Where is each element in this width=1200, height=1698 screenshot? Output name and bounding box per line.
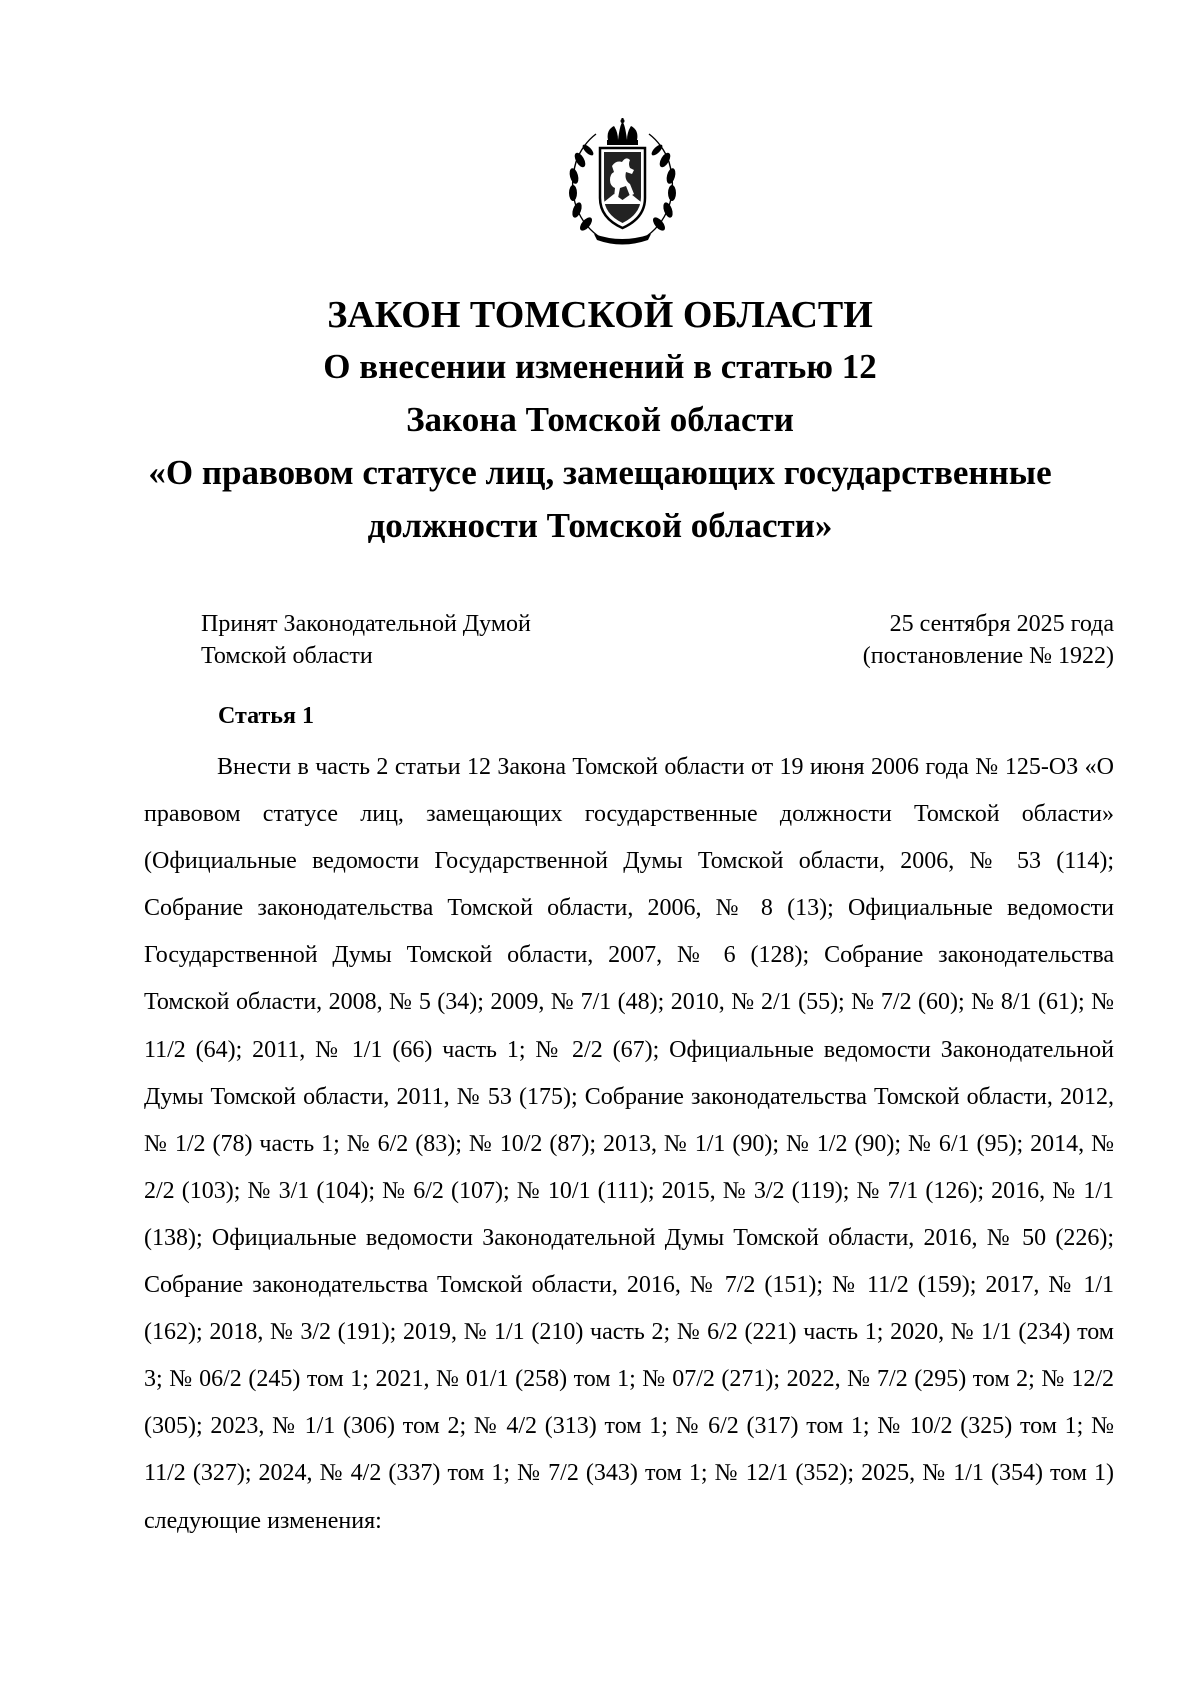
- document-subtitle-line-1: О внесении изменений в статью 12: [323, 347, 877, 386]
- document-subtitle-line-4: должности Томской области»: [367, 506, 833, 545]
- document-subtitle-line-3: «О правовом статусе лиц, замещающих государственные: [148, 453, 1052, 492]
- adoption-date: 25 сентября 2025 года: [889, 611, 1114, 637]
- coat-of-arms-icon: [560, 118, 685, 248]
- document-title-block: [0, 290, 1200, 552]
- resolution-number: (постановление № 1922): [862, 643, 1114, 669]
- adopted-by-line-2: Томской области: [201, 643, 373, 669]
- adopted-by-line-1: Принят Законодательной Думой: [201, 611, 531, 637]
- adoption-date-block: [863, 608, 1114, 672]
- article-body: Внести в часть 2 статьи 12 Закона Томской области от 19 июня 2006 года № 125-ОЗ «О правовом статусе лиц, замещающих государственные должности Томской области» (Официальные ведомости Государственной Думы Томской области, 2006, № 53 (114); Собрание законодательства Томской области, 2006, № 8 (13); Официальные ведомости Государственной Думы Томской области, 2007, № 6 (128); Собрание законодательства Томской области, 2008, № 5 (34); 2009, № 7/1 (48); 2010, № 2/1 (55); № 7/2 (60); № 8/1 (61); № 11/2 (64); 2011, № 1/1 (66) часть 1; № 2/2 (67); Официальные ведомости Законодательной Думы Томской области, 2011, № 53 (175); Собрание законодательства Томской области, 2012, № 1/2 (78) часть 1; № 6/2 (83); № 10/2 (87); 2013, № 1/1 (90); № 1/2 (90); № 6/1 (95); 2014, № 2/2 (103); № 3/1 (104); № 6/2 (107); № 10/1 (111); 2015, № 3/2 (119); № 7/1 (126); 2016, № 1/1 (138); Официальные ведомости Законодательной Думы Томской области, 2016, № 50 (226); Собрание законодательства Томской области, 2016, № 7/2 (151); № 11/2 (159); 2017, № 1/1 (162); 2018, № 3/2 (191); 2019, № 1/1 (210) часть 2; № 6/2 (221) часть 1; 2020, № 1/1 (234) том 3; № 06/2 (245) том 1; 2021, № 01/1 (258) том 1; № 07/2 (271); 2022, № 7/2 (295) том 2; № 12/2 (305); 2023, № 1/1 (306) том 2; № 4/2 (313) том 1; № 6/2 (317) том 1; № 10/2 (325) том 1; № 11/2 (327); 2024, № 4/2 (337) том 1; № 7/2 (343) том 1; № 12/1 (352); 2025, № 1/1 (354) том 1) следующие изменения:: [144, 754, 1114, 1534]
- adopted-by-block: [201, 608, 531, 672]
- document-subtitle-line-2: Закона Томской области: [406, 400, 794, 439]
- article-heading: Статья 1: [218, 703, 314, 729]
- document-title: ЗАКОН ТОМСКОЙ ОБЛАСТИ: [327, 294, 873, 336]
